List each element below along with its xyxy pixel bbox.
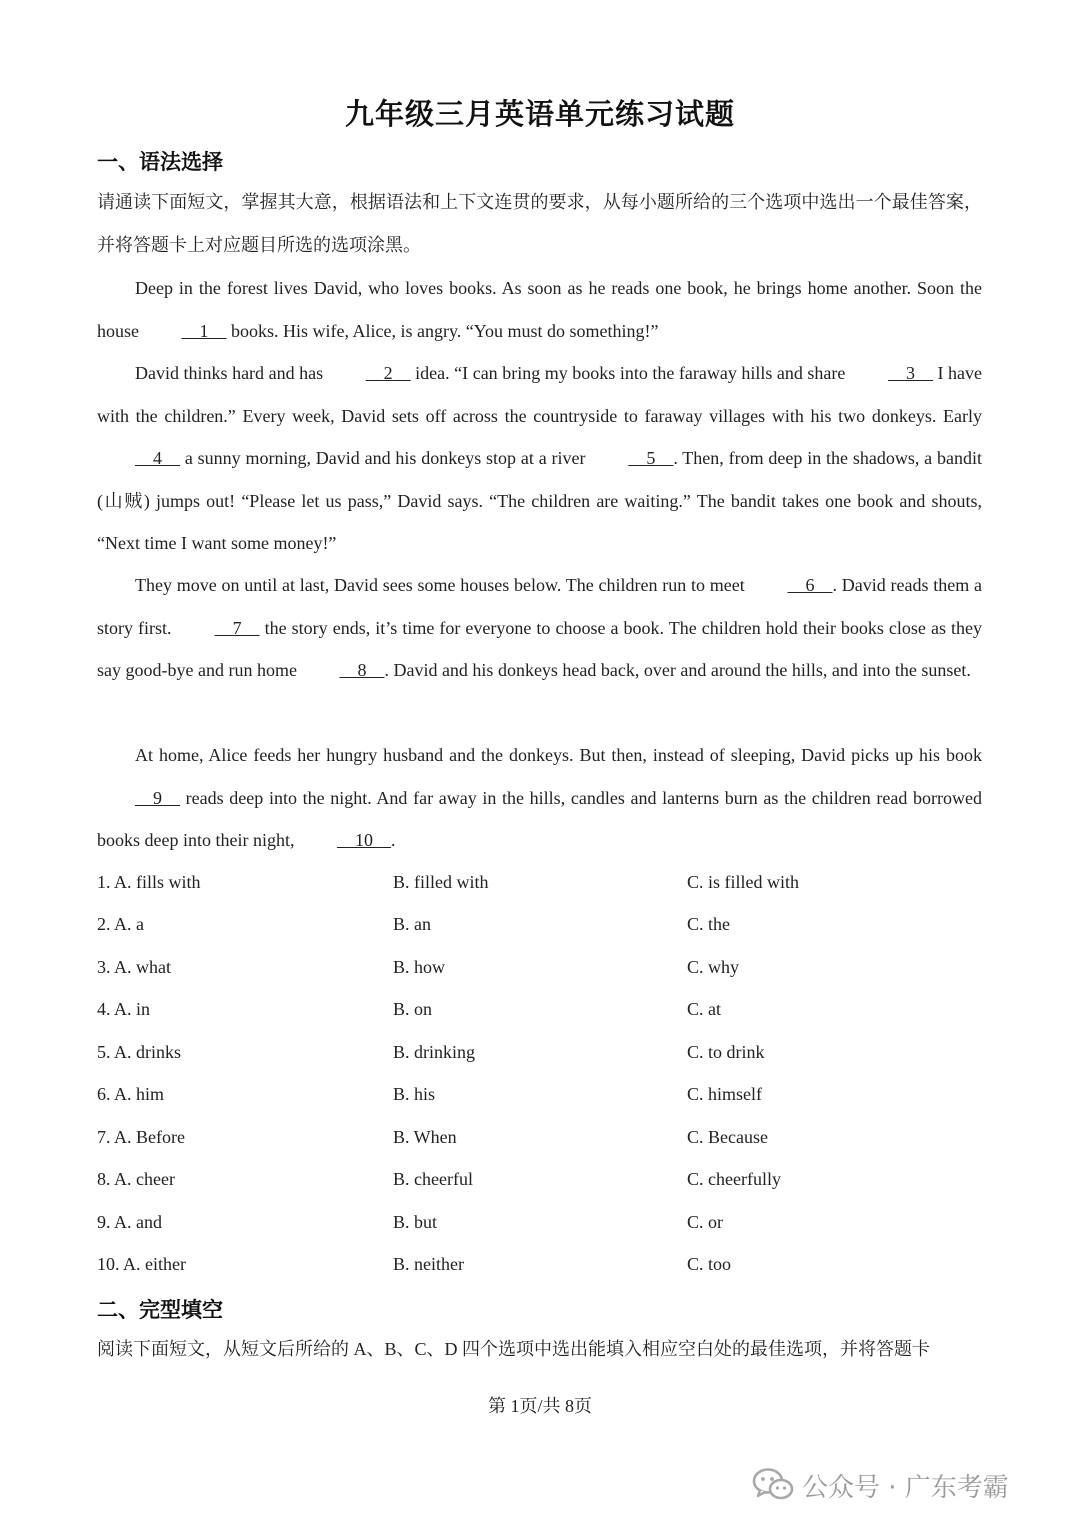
blank-9: 9 xyxy=(153,787,162,808)
section2-instruction: 阅读下面短文，从短文后所给的 A、B、C、D 四个选项中选出能填入相应空白处的最佳选项，并将答题卡 xyxy=(97,1339,931,1359)
option-b: B. on xyxy=(393,999,433,1019)
option-row xyxy=(97,1254,982,1296)
option-row xyxy=(97,872,982,914)
blank-4: 4 xyxy=(153,448,162,468)
passage-paragraph-3: They move on until at last, David sees some houses below. The children run to meet 6 . David reads them a story first. 7 the story ends, it’s time for everyone to choose a book. The children hold their books close as they say good-bye and run home 8 . David and his donkeys head back, over and around the hills, and into the sunset. xyxy=(97,564,982,692)
section1-instruction: 请通读下面短文，掌握其大意，根据语法和上下文连贯的要求，从每小题所给的三个选项中选出一个最佳答案，并将答题卡上对应题目所选的选项涂黑。 xyxy=(97,192,982,255)
option-c: C. cheerfully xyxy=(687,1169,781,1189)
option-b: B. but xyxy=(393,1212,438,1232)
section-heading-grammar: 一、语法选择 xyxy=(97,150,223,174)
option-a: 4. A. in xyxy=(97,999,151,1019)
option-row xyxy=(97,914,982,956)
passage-paragraph-2: David thinks hard and has 2 idea. “I can bring my books into the faraway hills and share 3 I have with the children.” Every week, David sets off across the countryside to faraway villages with his two donkeys. Early 4 a sunny morning, David and his donkeys stop at a river 5 . Then, from deep in the shadows, a bandit (山贼) jumps out! “Please let us pass,” David says. “The children are waiting.” The bandit takes one book and shouts, “Next time I want some money!” xyxy=(97,352,982,565)
option-c: C. at xyxy=(687,999,721,1019)
option-row xyxy=(97,1127,982,1169)
option-c: C. or xyxy=(687,1212,723,1232)
option-b: B. cheerful xyxy=(393,1169,473,1189)
option-c: C. himself xyxy=(687,1084,762,1104)
option-c: C. Because xyxy=(687,1127,768,1147)
option-a: 9. A. and xyxy=(97,1212,162,1232)
blank-7: 7 xyxy=(232,617,242,638)
blank-6: 6 xyxy=(805,575,815,595)
blank-8: 8 xyxy=(357,660,367,680)
option-a: 5. A. drinks xyxy=(97,1042,182,1062)
option-c: C. is filled with xyxy=(687,872,799,892)
option-b: B. filled with xyxy=(393,872,489,892)
option-b: B. his xyxy=(393,1084,436,1104)
blank-5: 5 xyxy=(646,448,656,468)
blank-3: 3 xyxy=(905,363,915,383)
wechat-icon xyxy=(752,1467,794,1503)
passage-paragraph-4: At home, Alice feeds her hungry husband and the donkeys. But then, instead of sleeping, David picks up his book 9 reads deep into the night. And far away in the hills, candles and lanterns burn as the children read borrowed books deep into their night, 10 . xyxy=(97,734,982,862)
option-b: B. When xyxy=(393,1127,457,1147)
option-a: 6. A. him xyxy=(97,1084,165,1104)
page-title: 九年级三月英语单元练习试题 xyxy=(344,99,735,131)
watermark-text: 公众号 · 广东考霸 xyxy=(802,1472,1009,1503)
option-b: B. neither xyxy=(393,1254,464,1274)
option-b: B. drinking xyxy=(393,1042,476,1062)
blank-10: 10 xyxy=(354,830,373,850)
option-row xyxy=(97,1169,982,1211)
option-row xyxy=(97,1042,982,1084)
option-row xyxy=(97,957,982,999)
option-a: 1. A. fills with xyxy=(97,872,201,892)
option-a: 3. A. what xyxy=(97,957,171,977)
option-b: B. how xyxy=(393,957,446,977)
watermark xyxy=(752,1465,1009,1505)
option-row xyxy=(97,999,982,1041)
option-c: C. why xyxy=(687,957,740,977)
blank-1: 1 xyxy=(199,320,209,341)
blank-2: 2 xyxy=(383,363,393,383)
option-c: C. too xyxy=(687,1254,732,1274)
passage-paragraph-1: Deep in the forest lives David, who loves books. As soon as he reads one book, he brings home another. Soon the house 1 books. His wife, Alice, is angry. “You must do something!” xyxy=(97,267,982,352)
option-row xyxy=(97,1212,982,1254)
option-c: C. the xyxy=(687,914,730,934)
option-a: 8. A. cheer xyxy=(97,1169,175,1189)
section-heading-cloze: 二、完型填空 xyxy=(97,1298,223,1322)
option-b: B. an xyxy=(393,914,431,934)
page-number: 第 1页/共 8页 xyxy=(487,1396,592,1416)
option-row xyxy=(97,1084,982,1126)
option-a: 7. A. Before xyxy=(97,1127,185,1147)
option-c: C. to drink xyxy=(687,1042,765,1062)
option-a: 10. A. either xyxy=(97,1254,186,1274)
option-a: 2. A. a xyxy=(97,914,144,934)
